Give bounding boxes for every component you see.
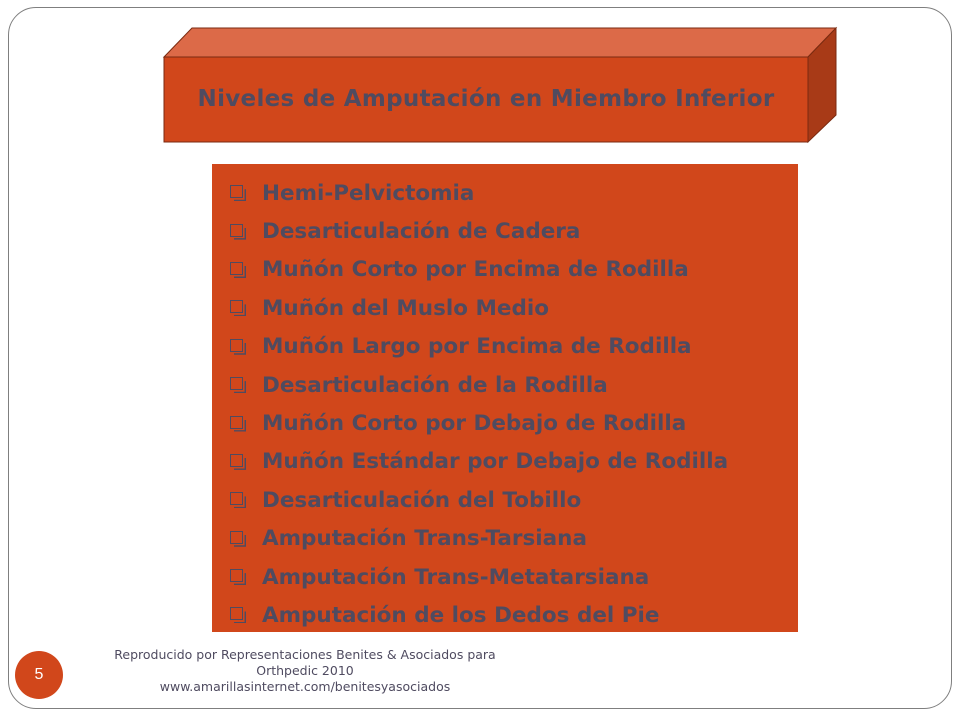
amputation-levels-list — [212, 164, 798, 635]
checkbox-bullet-icon — [230, 300, 246, 316]
list-item-label: Hemi-Pelvictomia — [262, 180, 475, 206]
checkbox-bullet-icon — [230, 531, 246, 547]
footer-line-credit: Reproducido por Representaciones Benites & Asociados para — [114, 647, 496, 662]
list-item — [230, 366, 798, 404]
list-item-label: Muñón Estándar por Debajo de Rodilla — [262, 449, 729, 475]
list-item-label: Amputación Trans-Tarsiana — [262, 526, 587, 552]
checkbox-bullet-icon — [230, 416, 246, 432]
list-item-label: Amputación Trans-Metatarsiana — [262, 564, 650, 590]
footer-credit — [100, 647, 510, 695]
list-item — [230, 212, 798, 250]
checkbox-bullet-icon — [230, 185, 246, 201]
checkbox-bullet-icon — [230, 492, 246, 508]
checkbox-bullet-icon — [230, 377, 246, 393]
checkbox-bullet-icon — [230, 607, 246, 623]
list-item — [230, 289, 798, 327]
checkbox-bullet-icon — [230, 339, 246, 355]
list-item-label: Desarticulación de la Rodilla — [262, 372, 608, 398]
list-item — [230, 328, 798, 366]
list-item-label: Amputación de los Dedos del Pie — [262, 602, 660, 628]
list-item-label: Muñón Corto por Encima de Rodilla — [262, 257, 689, 283]
list-item-label: Desarticulación de Cadera — [262, 219, 581, 245]
title-box-top-face — [164, 28, 836, 57]
slide-title: Niveles de Amputación en Miembro Inferior — [197, 86, 775, 112]
list-item-label: Muñón del Muslo Medio — [262, 295, 550, 321]
page-number-badge: 5 — [15, 651, 63, 699]
list-item — [230, 404, 798, 442]
list-item-label: Muñón Corto por Debajo de Rodilla — [262, 411, 687, 437]
checkbox-bullet-icon — [230, 454, 246, 470]
list-item — [230, 558, 798, 596]
list-item-label: Desarticulación del Tobillo — [262, 487, 582, 513]
checkbox-bullet-icon — [230, 224, 246, 240]
footer-line-event: Orthpedic 2010 — [256, 663, 354, 678]
checkbox-bullet-icon — [230, 262, 246, 278]
footer-line-url: www.amarillasinternet.com/benitesyasociados — [159, 679, 451, 694]
checkbox-bullet-icon — [230, 569, 246, 585]
list-item — [230, 481, 798, 519]
list-item-label: Muñón Largo por Encima de Rodilla — [262, 334, 692, 360]
list-item — [230, 520, 798, 558]
amputation-levels-panel — [212, 164, 798, 632]
list-item — [230, 596, 798, 634]
list-item — [230, 251, 798, 289]
list-item — [230, 443, 798, 481]
list-item — [230, 174, 798, 212]
